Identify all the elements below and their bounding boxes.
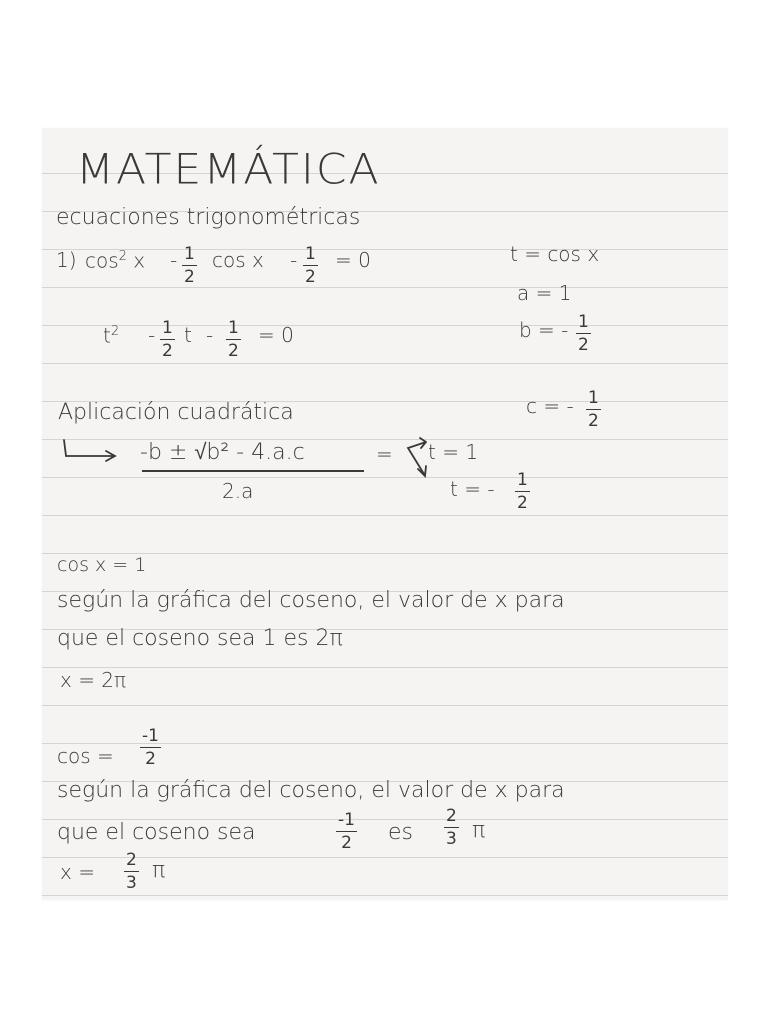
- eqt-fraction-2: $\frac{1}{2}$: [228, 318, 239, 361]
- case2-equation-fraction: $\frac{-1}{2}$: [142, 726, 159, 769]
- sub-b: b = -: [519, 318, 569, 342]
- quadratic-heading: Aplicación cuadrática: [58, 400, 294, 425]
- case2-result-fraction: $\frac{2}{3}$: [126, 850, 137, 893]
- sub-c: c = -: [526, 394, 574, 418]
- eqt-fraction-1: $\frac{1}{2}$: [162, 318, 173, 361]
- case2-line2-es: es: [388, 820, 413, 845]
- case2-result-pi: π: [152, 858, 166, 883]
- eqt-equals: = 0: [258, 323, 294, 347]
- eq1-cos: $\cos^2 x$: [85, 248, 146, 273]
- eq1-number: 1): [56, 248, 77, 272]
- case2-line1: según la gráfica del coseno, el valor de x para: [57, 778, 565, 803]
- case1-equation: cos x = 1: [57, 554, 147, 576]
- quadratic-denominator: 2.a: [222, 479, 254, 503]
- page-title: MATEMÁTICA: [76, 145, 381, 194]
- sub-b-fraction: $\frac{1}{2}$: [578, 312, 589, 355]
- case2-line2-fraction: $\frac{-1}{2}$: [338, 810, 355, 853]
- right-arrow-icon: [62, 440, 122, 464]
- eq1-minus-2: -: [290, 248, 298, 272]
- case1-line1: según la gráfica del coseno, el valor de x para: [57, 588, 565, 613]
- root-2: t = -: [450, 477, 495, 501]
- case2-line2-frac-2-3: $\frac{2}{3}$: [446, 806, 457, 849]
- eq1-minus-1: -: [170, 248, 178, 272]
- eq1-fraction-1: $\frac{1}{2}$: [184, 244, 195, 287]
- case2-result: x =: [60, 860, 95, 884]
- eq1-fraction-2: $\frac{1}{2}$: [305, 244, 316, 287]
- eqt-minus-2: -: [206, 323, 214, 347]
- eqt-t2: t: [184, 323, 192, 347]
- root-2-fraction: $\frac{1}{2}$: [517, 470, 528, 513]
- sub-a: a = 1: [517, 281, 572, 305]
- eq1-equals: = 0: [335, 248, 371, 272]
- quadratic-numerator: -b ± √b² - 4.a.c: [140, 440, 305, 465]
- eqt-minus-1: -: [148, 323, 156, 347]
- root-1: t = 1: [428, 440, 479, 464]
- sub-c-fraction: $\frac{1}{2}$: [588, 388, 599, 431]
- subtitle: ecuaciones trigonométricas: [56, 205, 361, 230]
- sub-t: t = cos x: [510, 242, 600, 266]
- case2-line2a: que el coseno sea: [57, 820, 256, 845]
- quadratic-fraction-bar: [142, 470, 364, 472]
- eqt-t: $t^2$: [103, 323, 120, 348]
- eq1-cosx: cos x: [212, 248, 264, 272]
- case2-line2-pi: π: [472, 818, 486, 843]
- case2-equation: cos =: [57, 744, 114, 768]
- case1-result: x = 2π: [60, 668, 127, 692]
- case1-line2: que el coseno sea 1 es 2π: [57, 626, 343, 651]
- quadratic-equals: =: [376, 442, 393, 466]
